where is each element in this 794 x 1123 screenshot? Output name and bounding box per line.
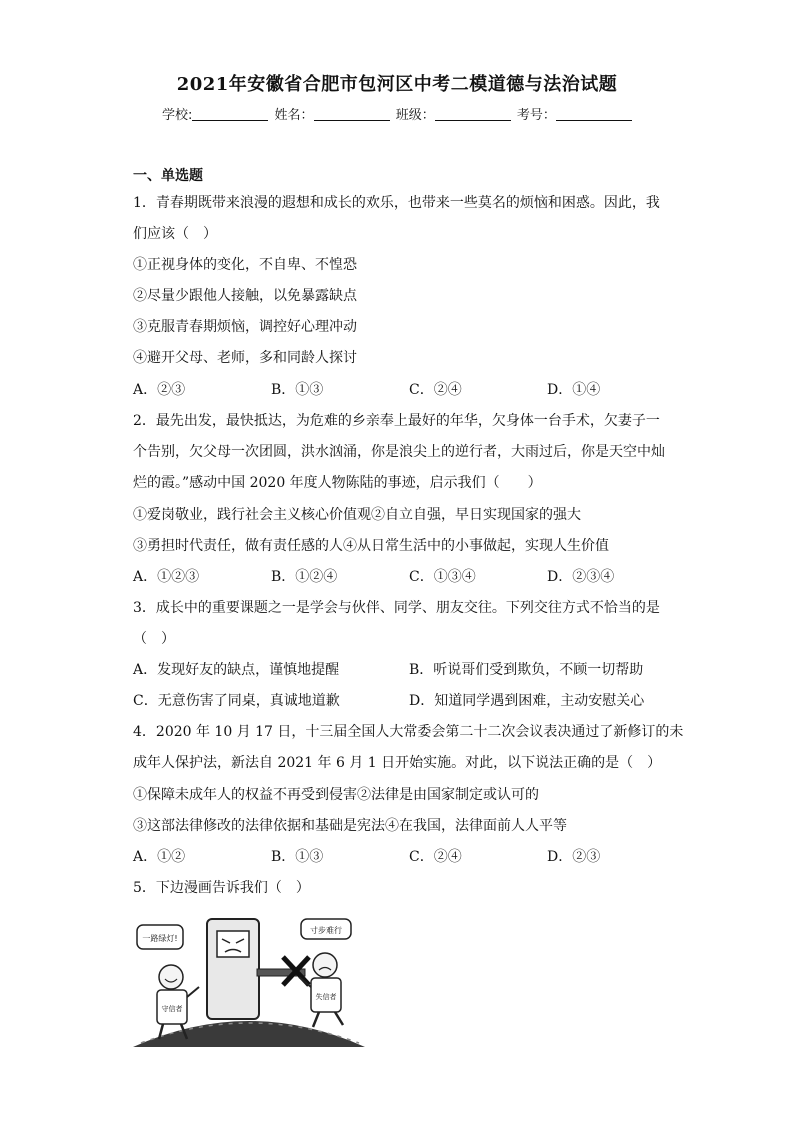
credit-cartoon [133,905,365,1047]
credit-gate-face [217,931,249,957]
q2-stem-line-3: 烂的霞。”感动中国 2020 年度人物陈陆的事迹，启示我们（ ） [133,475,542,491]
q4-statement-2: ③这部法律修改的法律依据和基础是宪法④在我国，法律面前人人平等 [133,818,567,834]
name-label: 姓名： [274,108,314,123]
school-label: 学校: [162,108,193,123]
q4-option-d[interactable]: D．②③ [547,849,601,865]
left-bubble-text: 一路绿灯! [142,934,178,943]
dishonest-person-label: 失信者 [315,993,337,1001]
q3-stem-line-2: （ ） [133,631,175,647]
q2-statement-1: ①爱岗敬业，践行社会主义核心价值观②自立自强，早日实现国家的强大 [133,507,581,523]
class-label: 班级： [395,108,435,123]
q3-option-a[interactable]: A．发现好友的缺点，谨慎地提醒 [133,662,340,678]
exam-number-label: 考号： [516,108,556,123]
q3-stem-line-1: 3．成长中的重要课题之一是学会与伙伴、同学、朋友交往。下列交往方式不恰当的是 [133,600,660,616]
q4-option-a[interactable]: A．①② [133,849,186,865]
q3-option-c[interactable]: C．无意伤害了同桌，真诚地道歉 [133,693,340,709]
q2-stem-line-1: 2．最先出发，最快抵达，为危难的乡亲奉上最好的年华，欠身体一台手术，欠妻子一 [133,413,660,429]
q2-stem-line-2: 个告别，欠父母一次团圆，洪水汹涌，你是浪尖上的逆行者，大雨过后，你是天空中灿 [133,444,665,460]
q1-option-b[interactable]: B．①③ [271,382,324,398]
q3-option-d[interactable]: D．知道同学遇到困难，主动安慰关心 [409,693,645,709]
q1-stem-line-1: 1．青春期既带来浪漫的遐想和成长的欢乐，也带来一些莫名的烦恼和困惑。因此，我 [133,195,660,211]
q3-option-b[interactable]: B．听说哥们受到欺负，不顾一切帮助 [409,662,644,678]
q1-statement-4: ④避开父母、老师，多和同龄人探讨 [133,350,357,366]
q4-option-c[interactable]: C．②④ [409,849,462,865]
exam-title: 2021年安徽省合肥市包河区中考二模道德与法治试题 [176,74,618,95]
q2-statement-2: ③勇担时代责任，做有责任感的人④从日常生活中的小事做起，实现人生价值 [133,538,609,554]
exam-number-blank[interactable] [556,108,632,121]
q5-stem: 5．下边漫画告诉我们（ ） [133,880,310,896]
q1-option-a[interactable]: A．②③ [133,382,186,398]
student-info-fields [162,104,634,123]
honest-person-head [159,965,183,989]
class-blank[interactable] [435,108,511,121]
name-blank[interactable] [314,108,390,121]
q4-statement-1: ①保障未成年人的权益不再受到侵害②法律是由国家制定或认可的 [133,787,539,803]
q1-statement-3: ③克服青春期烦恼，调控好心理冲动 [133,319,357,335]
q1-statement-2: ②尽量少跟他人接触，以免暴露缺点 [133,288,357,304]
q2-option-b[interactable]: B．①②④ [271,569,338,585]
q2-option-a[interactable]: A．①②③ [133,569,200,585]
q4-stem-line-2: 成年人保护法，新法自 2021 年 6 月 1 日开始实施。对此，以下说法正确的是（ ） [133,755,662,771]
q1-statement-1: ①正视身体的变化，不自卑、不惶恐 [133,257,357,273]
q1-stem-line-2: 们应该（ ） [133,226,217,242]
q4-option-b[interactable]: B．①③ [271,849,324,865]
right-bubble-text: 寸步难行 [310,926,342,935]
q1-option-d[interactable]: D．①④ [547,382,601,398]
dishonest-person-head [313,953,337,977]
q1-option-c[interactable]: C．②④ [409,382,462,398]
q2-option-c[interactable]: C．①③④ [409,569,476,585]
school-blank[interactable] [192,108,268,121]
q4-stem-line-1: 4．2020 年 10 月 17 日，十三届全国人大常委会第二十二次会议表决通过了新修订的未 [133,724,684,740]
section-heading: 一、单选题 [133,168,203,184]
honest-person-label: 守信者 [161,1005,183,1013]
q2-option-d[interactable]: D．②③④ [547,569,615,585]
